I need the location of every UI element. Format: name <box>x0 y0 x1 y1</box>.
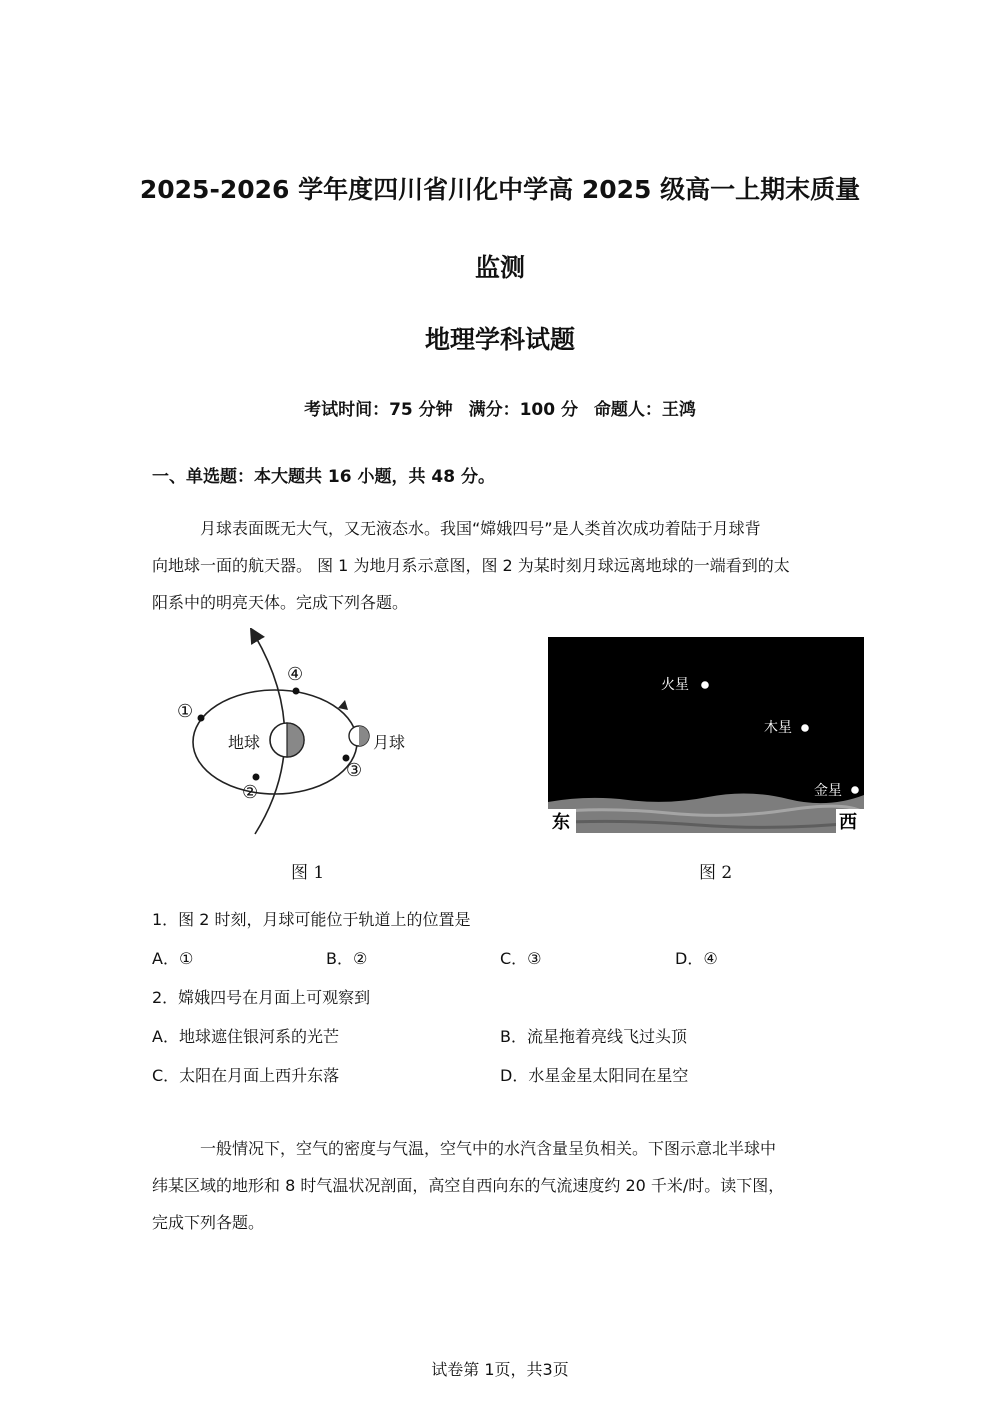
question-1-option-d[interactable]: D．④ <box>675 949 718 968</box>
mars-label: 火星 <box>661 677 689 693</box>
question-1-option-b[interactable]: B．② <box>326 949 368 968</box>
exam-time: 考试时间：75 分钟 <box>304 400 453 420</box>
position-2-label: ② <box>242 782 259 803</box>
venus-dot <box>851 786 859 794</box>
question-2-option-a[interactable]: A．地球遮住银河系的光芒 <box>152 1027 339 1046</box>
earth-moon-diagram <box>170 628 430 840</box>
page-footer: 试卷第 1页，共3页 <box>431 1360 569 1379</box>
question-2-stem: 2．嫦娥四号在月面上可观察到 <box>152 988 371 1007</box>
passage-2-line-3: 完成下列各题。 <box>152 1213 265 1232</box>
orbit-arrow <box>338 700 348 710</box>
position-1-dot <box>198 715 205 722</box>
author: 命题人：王鸿 <box>593 400 696 420</box>
mars-dot <box>701 681 709 689</box>
venus-label: 金星 <box>814 783 842 799</box>
passage-1 <box>152 510 852 621</box>
jupiter-label: 木星 <box>764 720 792 736</box>
moon-shadow-half <box>359 726 369 746</box>
position-4-dot <box>293 688 300 695</box>
passage-2-line-2: 纬某区域的地形和 8 时气温状况剖面，高空自西向东的气流速度约 20 千米/时。读下图， <box>152 1176 785 1195</box>
question-2-option-c[interactable]: C．太阳在月面上西升东落 <box>152 1066 340 1085</box>
position-3-label: ③ <box>346 760 363 781</box>
west-label: 西 <box>839 812 857 833</box>
earth-shadow-half <box>287 723 304 757</box>
lunar-sky-image <box>548 637 864 833</box>
full-score: 满分：100 分 <box>468 400 578 420</box>
earth-label: 地球 <box>228 733 261 752</box>
passage-1-line-1: 月球表面既无大气，又无液态水。我国“嫦娥四号”是人类首次成功着陆于月球背 <box>200 519 761 538</box>
passage-1-line-3: 阳系中的明亮天体。完成下列各题。 <box>152 593 409 612</box>
question-2-option-b[interactable]: B．流星拖着亮线飞过头顶 <box>500 1027 687 1046</box>
position-4-label: ④ <box>287 664 304 685</box>
figure-1-caption: 图 1 <box>291 863 325 883</box>
jupiter-dot <box>801 724 809 732</box>
exam-info <box>0 395 1000 420</box>
passage-1-line-2: 向地球一面的航天器。 图 1 为地月系示意图，图 2 为某时刻月球远离地球的一端看到的太 <box>152 556 790 575</box>
east-label: 东 <box>552 812 570 833</box>
question-2-option-d[interactable]: D．水星金星太阳同在星空 <box>500 1066 689 1085</box>
question-1-option-c[interactable]: C．③ <box>500 949 542 968</box>
moon-label: 月球 <box>373 733 406 752</box>
question-1-stem: 1．图 2 时刻，月球可能位于轨道上的位置是 <box>152 910 471 929</box>
title-line-2: 监测 <box>474 253 525 282</box>
title-line-1: 2025-2026 学年度四川省川化中学高 2025 级高一上期末质量 <box>139 175 861 204</box>
passage-2-line-1: 一般情况下，空气的密度与气温，空气中的水汽含量呈负相关。下图示意北半球中 <box>200 1139 777 1158</box>
subject-title: 地理学科试题 <box>424 325 575 354</box>
question-1-option-a[interactable]: A．① <box>152 949 194 968</box>
position-2-dot <box>253 774 260 781</box>
position-1-label: ① <box>177 701 194 722</box>
figure-2-caption: 图 2 <box>699 863 733 883</box>
section-heading: 一、单选题：本大题共 16 小题，共 48 分。 <box>152 467 495 487</box>
passage-2 <box>152 1130 852 1241</box>
